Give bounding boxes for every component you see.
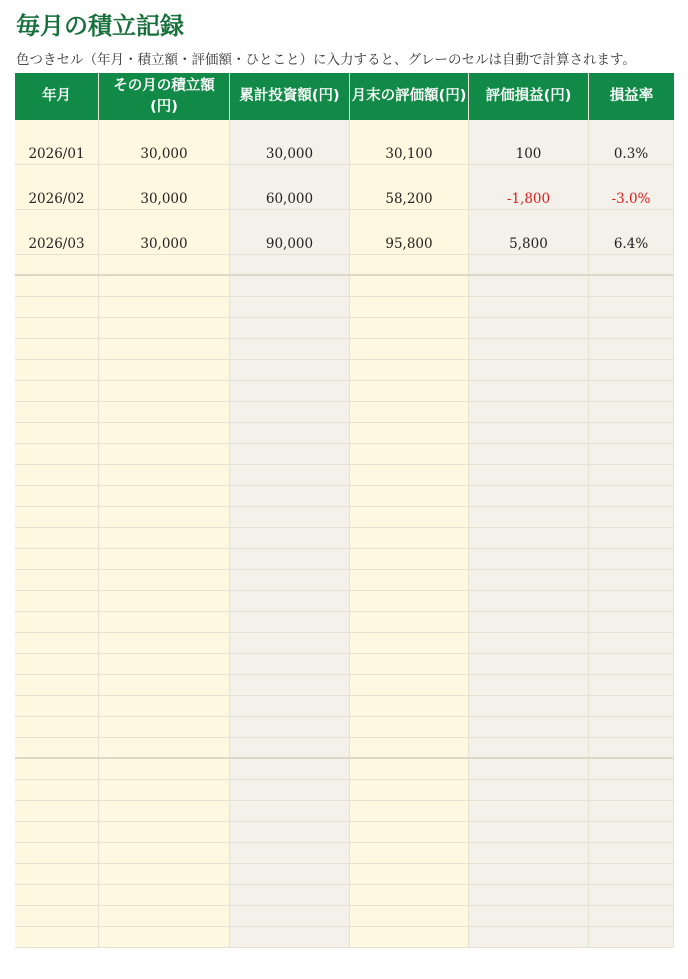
cumulative-cell[interactable] bbox=[230, 444, 350, 465]
gain-cell[interactable] bbox=[469, 843, 589, 864]
contribution-cell[interactable] bbox=[99, 528, 230, 549]
empty-table-row bbox=[15, 780, 674, 801]
rate-cell[interactable] bbox=[589, 507, 674, 528]
month-cell[interactable] bbox=[15, 402, 99, 423]
header-valuation: 月末の評価額(円) bbox=[350, 73, 469, 120]
header-month: 年月 bbox=[15, 73, 99, 120]
contribution-cell[interactable] bbox=[99, 297, 230, 318]
cumulative-cell[interactable] bbox=[230, 570, 350, 591]
valuation-cell[interactable] bbox=[350, 276, 469, 297]
table-row bbox=[15, 210, 674, 255]
valuation-cell[interactable] bbox=[350, 738, 469, 759]
empty-table-row bbox=[15, 570, 674, 591]
cumulative-cell[interactable] bbox=[230, 717, 350, 738]
gain-cell[interactable] bbox=[469, 885, 589, 906]
cumulative-cell[interactable] bbox=[230, 906, 350, 927]
month-cell[interactable] bbox=[15, 486, 99, 507]
empty-table-row bbox=[15, 843, 674, 864]
rate-cell[interactable] bbox=[589, 927, 674, 948]
rate-cell[interactable] bbox=[589, 465, 674, 486]
empty-table-row bbox=[15, 717, 674, 738]
rate-cell[interactable] bbox=[589, 738, 674, 759]
month-cell[interactable] bbox=[15, 276, 99, 297]
valuation-cell[interactable] bbox=[350, 297, 469, 318]
gain-cell[interactable] bbox=[469, 486, 589, 507]
contribution-cell[interactable] bbox=[99, 801, 230, 822]
contribution-cell[interactable] bbox=[99, 738, 230, 759]
contribution-cell[interactable] bbox=[99, 591, 230, 612]
cumulative-cell[interactable] bbox=[230, 885, 350, 906]
gain-cell[interactable] bbox=[469, 633, 589, 654]
gain-cell[interactable] bbox=[469, 822, 589, 843]
valuation-cell[interactable] bbox=[350, 402, 469, 423]
month-cell[interactable] bbox=[15, 675, 99, 696]
month-cell[interactable] bbox=[15, 696, 99, 717]
contribution-cell[interactable] bbox=[99, 339, 230, 360]
gain-cell[interactable] bbox=[469, 549, 589, 570]
month-cell[interactable] bbox=[15, 507, 99, 528]
rate-cell[interactable] bbox=[589, 885, 674, 906]
empty-table-row bbox=[15, 759, 674, 780]
header-cumulative: 累計投資額(円) bbox=[230, 73, 350, 120]
valuation-cell[interactable] bbox=[350, 465, 469, 486]
rate-cell[interactable]: 6.4% bbox=[589, 210, 674, 255]
valuation-cell[interactable] bbox=[350, 633, 469, 654]
instruction-text: 色つきセル（年月・積立額・評価額・ひとこと）に入力すると、グレーのセルは自動で計算されます。 bbox=[16, 52, 636, 68]
rate-cell[interactable] bbox=[589, 801, 674, 822]
gain-cell[interactable]: -1,800 bbox=[469, 165, 589, 210]
month-cell[interactable] bbox=[15, 570, 99, 591]
table-row bbox=[15, 165, 674, 210]
month-cell[interactable] bbox=[15, 654, 99, 675]
rate-cell[interactable] bbox=[589, 843, 674, 864]
valuation-cell[interactable] bbox=[350, 717, 469, 738]
empty-rows bbox=[15, 255, 674, 948]
gain-cell[interactable] bbox=[469, 696, 589, 717]
valuation-cell[interactable] bbox=[350, 528, 469, 549]
month-cell[interactable] bbox=[15, 927, 99, 948]
month-cell[interactable] bbox=[15, 780, 99, 801]
header-row bbox=[15, 73, 674, 120]
month-cell[interactable]: 2026/03 bbox=[15, 210, 99, 255]
empty-table-row bbox=[15, 696, 674, 717]
contribution-cell[interactable] bbox=[99, 318, 230, 339]
empty-table-row bbox=[15, 864, 674, 885]
empty-table-row bbox=[15, 402, 674, 423]
cumulative-cell[interactable] bbox=[230, 318, 350, 339]
valuation-cell[interactable] bbox=[350, 255, 469, 276]
contribution-cell[interactable] bbox=[99, 906, 230, 927]
gain-cell[interactable] bbox=[469, 612, 589, 633]
valuation-cell[interactable] bbox=[350, 675, 469, 696]
rate-cell[interactable] bbox=[589, 402, 674, 423]
rate-cell[interactable] bbox=[589, 780, 674, 801]
cumulative-cell[interactable] bbox=[230, 339, 350, 360]
valuation-cell[interactable] bbox=[350, 591, 469, 612]
cumulative-cell[interactable] bbox=[230, 864, 350, 885]
empty-table-row bbox=[15, 675, 674, 696]
cumulative-cell[interactable] bbox=[230, 801, 350, 822]
cumulative-cell[interactable] bbox=[230, 255, 350, 276]
rate-cell[interactable] bbox=[589, 444, 674, 465]
contribution-cell[interactable] bbox=[99, 675, 230, 696]
cumulative-cell[interactable] bbox=[230, 633, 350, 654]
contribution-cell[interactable]: 30,000 bbox=[99, 165, 230, 210]
cumulative-cell[interactable] bbox=[230, 591, 350, 612]
valuation-cell[interactable] bbox=[350, 507, 469, 528]
gain-cell[interactable] bbox=[469, 402, 589, 423]
cumulative-cell[interactable] bbox=[230, 654, 350, 675]
contribution-cell[interactable] bbox=[99, 360, 230, 381]
rate-cell[interactable] bbox=[589, 612, 674, 633]
month-cell[interactable] bbox=[15, 423, 99, 444]
contribution-cell[interactable]: 30,000 bbox=[99, 210, 230, 255]
valuation-cell[interactable] bbox=[350, 360, 469, 381]
valuation-cell[interactable] bbox=[350, 906, 469, 927]
valuation-cell[interactable] bbox=[350, 927, 469, 948]
gain-cell[interactable] bbox=[469, 381, 589, 402]
empty-table-row bbox=[15, 381, 674, 402]
valuation-cell[interactable] bbox=[350, 486, 469, 507]
empty-table-row bbox=[15, 297, 674, 318]
rate-cell[interactable] bbox=[589, 528, 674, 549]
valuation-cell[interactable] bbox=[350, 339, 469, 360]
cumulative-cell[interactable] bbox=[230, 381, 350, 402]
valuation-cell[interactable] bbox=[350, 444, 469, 465]
cumulative-cell[interactable] bbox=[230, 528, 350, 549]
empty-table-row bbox=[15, 738, 674, 759]
rate-cell[interactable] bbox=[589, 591, 674, 612]
month-cell[interactable] bbox=[15, 381, 99, 402]
valuation-cell[interactable] bbox=[350, 318, 469, 339]
cumulative-cell[interactable] bbox=[230, 549, 350, 570]
cumulative-cell[interactable] bbox=[230, 927, 350, 948]
empty-table-row bbox=[15, 423, 674, 444]
rate-cell[interactable] bbox=[589, 696, 674, 717]
cumulative-cell[interactable] bbox=[230, 780, 350, 801]
empty-table-row bbox=[15, 276, 674, 297]
gain-cell[interactable] bbox=[469, 276, 589, 297]
contribution-cell[interactable] bbox=[99, 549, 230, 570]
month-cell[interactable] bbox=[15, 591, 99, 612]
table-row bbox=[15, 120, 674, 165]
empty-table-row bbox=[15, 633, 674, 654]
contribution-cell[interactable] bbox=[99, 423, 230, 444]
month-cell[interactable] bbox=[15, 465, 99, 486]
contribution-cell[interactable] bbox=[99, 444, 230, 465]
empty-table-row bbox=[15, 801, 674, 822]
month-cell[interactable] bbox=[15, 759, 99, 780]
month-cell[interactable] bbox=[15, 717, 99, 738]
valuation-cell[interactable]: 95,800 bbox=[350, 210, 469, 255]
month-cell[interactable] bbox=[15, 612, 99, 633]
empty-table-row bbox=[15, 444, 674, 465]
month-cell[interactable] bbox=[15, 822, 99, 843]
gain-cell[interactable] bbox=[469, 297, 589, 318]
valuation-cell[interactable] bbox=[350, 822, 469, 843]
rate-cell[interactable] bbox=[589, 906, 674, 927]
empty-table-row bbox=[15, 339, 674, 360]
cumulative-cell[interactable] bbox=[230, 486, 350, 507]
contribution-cell[interactable] bbox=[99, 465, 230, 486]
rate-cell[interactable] bbox=[589, 570, 674, 591]
empty-table-row bbox=[15, 822, 674, 843]
rate-cell[interactable]: 0.3% bbox=[589, 120, 674, 165]
month-cell[interactable] bbox=[15, 528, 99, 549]
empty-table-row bbox=[15, 654, 674, 675]
month-cell[interactable] bbox=[15, 885, 99, 906]
rate-cell[interactable] bbox=[589, 549, 674, 570]
gain-cell[interactable] bbox=[469, 360, 589, 381]
cumulative-cell[interactable] bbox=[230, 423, 350, 444]
month-cell[interactable] bbox=[15, 843, 99, 864]
gain-cell[interactable] bbox=[469, 465, 589, 486]
valuation-cell[interactable] bbox=[350, 780, 469, 801]
valuation-cell[interactable] bbox=[350, 570, 469, 591]
empty-table-row bbox=[15, 549, 674, 570]
gain-cell[interactable] bbox=[469, 507, 589, 528]
valuation-cell[interactable]: 58,200 bbox=[350, 165, 469, 210]
cumulative-cell[interactable] bbox=[230, 276, 350, 297]
cumulative-cell[interactable] bbox=[230, 696, 350, 717]
valuation-cell[interactable] bbox=[350, 885, 469, 906]
contribution-cell[interactable] bbox=[99, 633, 230, 654]
cumulative-cell[interactable] bbox=[230, 759, 350, 780]
rate-cell[interactable] bbox=[589, 339, 674, 360]
month-cell[interactable] bbox=[15, 633, 99, 654]
empty-table-row bbox=[15, 360, 674, 381]
contribution-cell[interactable] bbox=[99, 717, 230, 738]
month-cell[interactable] bbox=[15, 318, 99, 339]
contribution-cell[interactable] bbox=[99, 486, 230, 507]
header-gain: 評価損益(円) bbox=[469, 73, 589, 120]
empty-table-row bbox=[15, 927, 674, 948]
rate-cell[interactable] bbox=[589, 633, 674, 654]
rate-cell[interactable] bbox=[589, 360, 674, 381]
cumulative-cell[interactable] bbox=[230, 822, 350, 843]
month-cell[interactable]: 2026/01 bbox=[15, 120, 99, 165]
empty-table-row bbox=[15, 318, 674, 339]
rate-cell[interactable] bbox=[589, 759, 674, 780]
rate-cell[interactable] bbox=[589, 423, 674, 444]
spreadsheet bbox=[15, 73, 674, 948]
gain-cell[interactable] bbox=[469, 780, 589, 801]
gain-cell[interactable] bbox=[469, 444, 589, 465]
rate-cell[interactable] bbox=[589, 486, 674, 507]
month-cell[interactable] bbox=[15, 738, 99, 759]
gain-cell[interactable] bbox=[469, 255, 589, 276]
empty-table-row bbox=[15, 255, 674, 276]
rate-cell[interactable] bbox=[589, 717, 674, 738]
gain-cell[interactable] bbox=[469, 339, 589, 360]
gain-cell[interactable] bbox=[469, 927, 589, 948]
gain-cell[interactable] bbox=[469, 318, 589, 339]
month-cell[interactable] bbox=[15, 549, 99, 570]
contribution-cell[interactable] bbox=[99, 570, 230, 591]
valuation-cell[interactable] bbox=[350, 381, 469, 402]
contribution-cell[interactable] bbox=[99, 843, 230, 864]
valuation-cell[interactable] bbox=[350, 549, 469, 570]
contribution-cell[interactable] bbox=[99, 780, 230, 801]
rate-cell[interactable] bbox=[589, 675, 674, 696]
month-cell[interactable] bbox=[15, 864, 99, 885]
gain-cell[interactable]: 5,800 bbox=[469, 210, 589, 255]
gain-cell[interactable] bbox=[469, 906, 589, 927]
contribution-cell[interactable] bbox=[99, 759, 230, 780]
empty-table-row bbox=[15, 591, 674, 612]
empty-table-row bbox=[15, 486, 674, 507]
month-cell[interactable] bbox=[15, 297, 99, 318]
rate-cell[interactable] bbox=[589, 297, 674, 318]
contribution-cell[interactable] bbox=[99, 255, 230, 276]
month-cell[interactable]: 2026/02 bbox=[15, 165, 99, 210]
contribution-cell[interactable] bbox=[99, 507, 230, 528]
gain-cell[interactable] bbox=[469, 528, 589, 549]
rate-cell[interactable] bbox=[589, 255, 674, 276]
header-contribution: その月の積立額(円) bbox=[99, 73, 230, 120]
contribution-cell[interactable] bbox=[99, 381, 230, 402]
page-title: 毎月の積立記録 bbox=[16, 12, 184, 40]
valuation-cell[interactable] bbox=[350, 864, 469, 885]
gain-cell[interactable] bbox=[469, 759, 589, 780]
empty-table-row bbox=[15, 906, 674, 927]
month-cell[interactable] bbox=[15, 360, 99, 381]
empty-table-row bbox=[15, 507, 674, 528]
valuation-cell[interactable] bbox=[350, 696, 469, 717]
cumulative-cell[interactable] bbox=[230, 297, 350, 318]
valuation-cell[interactable] bbox=[350, 612, 469, 633]
month-cell[interactable] bbox=[15, 255, 99, 276]
month-cell[interactable] bbox=[15, 444, 99, 465]
gain-cell[interactable] bbox=[469, 570, 589, 591]
cumulative-cell[interactable] bbox=[230, 738, 350, 759]
contribution-cell[interactable] bbox=[99, 696, 230, 717]
valuation-cell[interactable] bbox=[350, 654, 469, 675]
contribution-cell[interactable] bbox=[99, 612, 230, 633]
contribution-cell[interactable] bbox=[99, 402, 230, 423]
cumulative-cell[interactable] bbox=[230, 402, 350, 423]
gain-cell[interactable]: 100 bbox=[469, 120, 589, 165]
rate-cell[interactable] bbox=[589, 864, 674, 885]
cumulative-cell[interactable]: 30,000 bbox=[230, 120, 350, 165]
valuation-cell[interactable] bbox=[350, 759, 469, 780]
rate-cell[interactable] bbox=[589, 318, 674, 339]
contribution-cell[interactable] bbox=[99, 822, 230, 843]
contribution-cell[interactable] bbox=[99, 885, 230, 906]
gain-cell[interactable] bbox=[469, 801, 589, 822]
empty-table-row bbox=[15, 885, 674, 906]
empty-table-row bbox=[15, 612, 674, 633]
valuation-cell[interactable] bbox=[350, 423, 469, 444]
gain-cell[interactable] bbox=[469, 675, 589, 696]
gain-cell[interactable] bbox=[469, 591, 589, 612]
cumulative-cell[interactable]: 60,000 bbox=[230, 165, 350, 210]
cumulative-cell[interactable] bbox=[230, 675, 350, 696]
contribution-cell[interactable] bbox=[99, 276, 230, 297]
contribution-cell[interactable] bbox=[99, 864, 230, 885]
cumulative-cell[interactable] bbox=[230, 507, 350, 528]
valuation-cell[interactable] bbox=[350, 801, 469, 822]
gain-cell[interactable] bbox=[469, 738, 589, 759]
rate-cell[interactable] bbox=[589, 654, 674, 675]
month-cell[interactable] bbox=[15, 339, 99, 360]
rate-cell[interactable] bbox=[589, 381, 674, 402]
cumulative-cell[interactable] bbox=[230, 360, 350, 381]
rate-cell[interactable]: -3.0% bbox=[589, 165, 674, 210]
cumulative-cell[interactable]: 90,000 bbox=[230, 210, 350, 255]
rate-cell[interactable] bbox=[589, 276, 674, 297]
gain-cell[interactable] bbox=[469, 654, 589, 675]
empty-table-row bbox=[15, 528, 674, 549]
cumulative-cell[interactable] bbox=[230, 843, 350, 864]
contribution-cell[interactable] bbox=[99, 654, 230, 675]
cumulative-cell[interactable] bbox=[230, 465, 350, 486]
header-rate: 損益率 bbox=[589, 73, 674, 120]
empty-table-row bbox=[15, 465, 674, 486]
valuation-cell[interactable]: 30,100 bbox=[350, 120, 469, 165]
rate-cell[interactable] bbox=[589, 822, 674, 843]
gain-cell[interactable] bbox=[469, 717, 589, 738]
contribution-cell[interactable]: 30,000 bbox=[99, 120, 230, 165]
month-cell[interactable] bbox=[15, 801, 99, 822]
gain-cell[interactable] bbox=[469, 864, 589, 885]
valuation-cell[interactable] bbox=[350, 843, 469, 864]
cumulative-cell[interactable] bbox=[230, 612, 350, 633]
month-cell[interactable] bbox=[15, 906, 99, 927]
contribution-cell[interactable] bbox=[99, 927, 230, 948]
gain-cell[interactable] bbox=[469, 423, 589, 444]
